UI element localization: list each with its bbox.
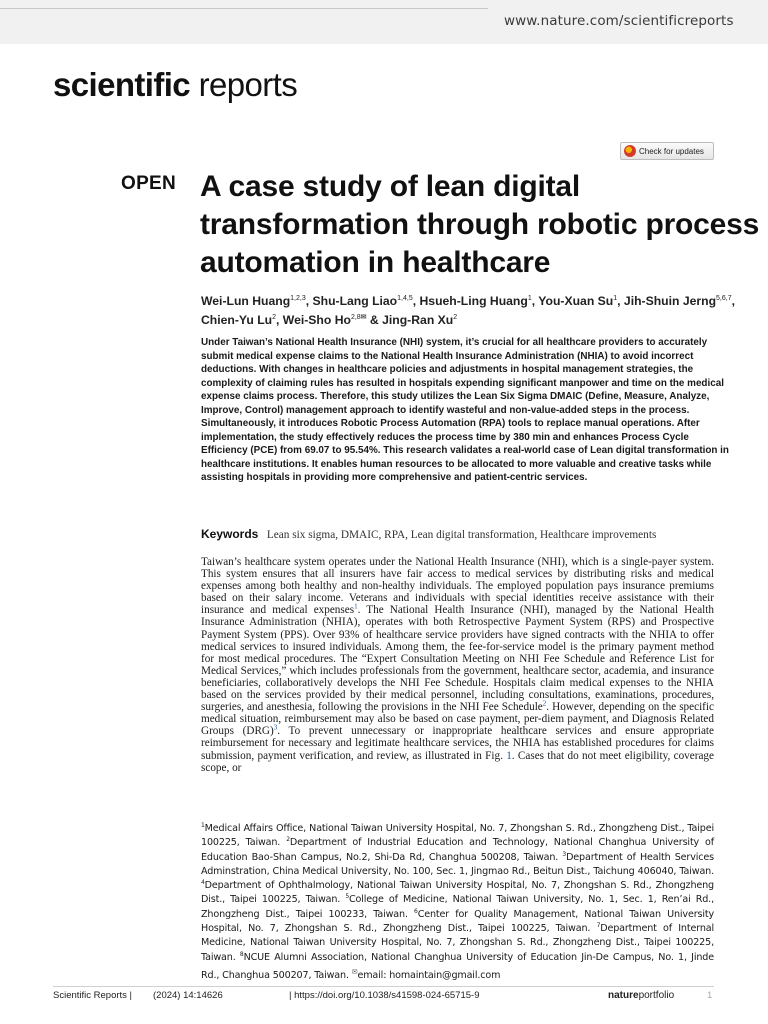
email-label: email:: [357, 970, 390, 982]
author-name[interactable]: Wei-Lun Huang: [201, 294, 291, 309]
journal-url[interactable]: www.nature.com/scientificreports: [504, 13, 734, 29]
affiliation-number: 3: [562, 850, 567, 858]
envelope-icon: ✉: [351, 967, 358, 976]
body-text-segment: . However, depending on the specific medical situation, reimbursement may also be based on case payment, per-diem payment, and Diagnosis Related Groups (DRG): [201, 701, 714, 738]
envelope-icon[interactable]: ✉: [360, 313, 367, 321]
affiliation-ref: 2: [272, 313, 276, 321]
affiliation-ref: 1: [613, 295, 618, 302]
author-list: Wei-Lun Huang$^{1,2,3}$, Shu-Lang Liao$^{1,4,5}$, Hsueh-Ling Huang$^1$, You-Xuan Su$^1$, Jih-Shuin Jerng$^{5,6,7}$, Chien-Yu Lu$^2$, Wei-Sho $Ho^{2,8✉}$ & Jing-Ran Xu$^2$: [201, 294, 735, 327]
affiliation-number: 1: [201, 821, 205, 829]
affiliation-text: Medical Affairs Office, National Taiwan University Hospital, No. 7, Zhongshan S. Rd., Zhongzheng Dist., Taipei 100225, Taiwan.: [201, 823, 714, 849]
publisher-logo-bold: nature: [608, 990, 639, 1001]
affiliation-ref: 1,4,5: [397, 295, 413, 302]
affiliation-number: 5: [345, 893, 349, 901]
check-updates-icon: [624, 145, 636, 157]
journal-logo-light: reports: [190, 66, 298, 103]
journal-logo-bold: scientific: [53, 66, 191, 103]
abstract: Under Taiwan’s National Health Insurance (NHI) system, it’s crucial for all healthcare providers to accurately submit medical expense claims to the National Health Insurance Administration (NHIA) to avoid incorrect deductions. With changes in healthcare policies and adjustments in hospital management strategies, the complexity of claiming rules has resulted in hospitals expending significant manpower and time on the medical expense claims process. Therefore, this study utilizes the Lean Six Sigma DMAIC (Define, Measure, Analyze, Improve, Control) management approach to identify wasteful and non-value-added steps in the process. Simultaneously, it introduces Robotic Process Automation (RPA) tools to replace manual operations. After implementation, the study effectively reduces the process time by 380 min and enhances Process Cycle Efficiency (PCE) from 69.07 to 95.54%. This research validates a real-world case of Lean digital transformation in healthcare institutions. It enables human resources to be allocated to more valuable and creative tasks while assisting hospitals in providing more comprehensive and patient-centric services.: [201, 337, 729, 484]
affiliation-ref: 2: [453, 313, 458, 321]
affiliation-number: 4: [201, 879, 205, 886]
top-rule: [0, 8, 488, 9]
figure-link[interactable]: 1: [506, 749, 512, 762]
affiliation-ref: 2,8: [350, 313, 361, 321]
author-conjunction: &: [366, 312, 383, 327]
corresponding-email[interactable]: homaintain@gmail.com: [389, 970, 501, 982]
footer-volume: (2024) 14:14626: [153, 990, 223, 1001]
journal-logo[interactable]: [53, 66, 297, 104]
author-name[interactable]: Jih-Shuin Jerng: [623, 294, 717, 309]
affiliation-number: 2: [286, 836, 290, 844]
affiliation-text: Department of Internal Medicine, National Taiwan University Hospital, No. 7, Zhongshan S. Rd., Zhongzheng Dist., Taipei 100225, Taiwan.: [201, 923, 714, 963]
body-paragraph: [201, 556, 714, 774]
affiliation-ref: 1,2,3: [290, 295, 306, 302]
body-text-segment: . Cases that do not meet eligibility, coverage scope, or: [201, 749, 714, 774]
top-banner: [0, 0, 768, 44]
article-title: A case study of lean digital transformation through robotic process automation in healthcare: [200, 170, 760, 279]
author-name[interactable]: Wei-Sho Ho: [282, 312, 351, 327]
affiliation-text: Department of Ophthalmology, National Taiwan University Hospital, No. 7, Zhongshan S. Rd., Zhongzheng Dist., Taipei 100225, Taiwan.: [201, 880, 714, 906]
check-for-updates-button[interactable]: [620, 142, 714, 160]
affiliation-number: 7: [596, 921, 601, 929]
publisher-logo-light: portfolio: [638, 990, 675, 1001]
citation-link[interactable]: 2: [542, 699, 547, 708]
page-number: 1: [707, 990, 713, 1001]
author-name[interactable]: Hsueh-Ling Huang: [419, 294, 528, 309]
keywords-list: Lean six sigma, DMAIC, RPA, Lean digital transformation, Healthcare improvements: [266, 529, 657, 541]
affiliation-text: Department of Industrial Education and Technology, National Changhua University of Education Bao-Shan Campus, No.2, Shi-Da Rd, Changhua 500208, Taiwan.: [201, 837, 715, 863]
affiliation-ref: 5,6,7: [716, 295, 732, 302]
author-name[interactable]: Shu-Lang Liao: [312, 294, 398, 309]
open-access-label: OPEN: [121, 173, 177, 194]
affiliation-text: Center for Quality Management, National Taiwan University Hospital, No. 7, Zhongshan S. Rd., Zhongzheng Dist., Taipei 100225, Taiwan.: [201, 908, 714, 935]
body-text-segment: . To prevent unnecessary or inappropriate healthcare services and ensure appropriate reimbursement for necessary and legitimate healthcare services, the NHIA has established procedures for claims submission, payment verification, and review, as illustrated in Fig.: [201, 725, 714, 762]
author-name[interactable]: Chien-Yu Lu: [201, 312, 273, 327]
author-name[interactable]: Jing-Ran Xu: [382, 312, 454, 327]
affiliation-ref: 1: [527, 295, 532, 302]
citation-link[interactable]: 3: [273, 723, 278, 732]
footer-rule: [53, 986, 714, 987]
affiliation-text: College of Medicine, National Taiwan University, No. 1, Sec. 1, Ren’ai Rd., Zhongzheng Dist., Taipei 100233, Taiwan.: [201, 894, 714, 920]
body-text-segment: Taiwan’s healthcare system operates under the National Health Insurance (NHI), which is a single-payer system. This system ensures that all insurers have fair access to medical services by distributing risks and medical expenses among both healthy and non-healthy individuals. The employed population pays insurance premiums based on their salary income. Veterans and individuals with special identities receive assistance with their insurance and medical expenses: [201, 556, 714, 617]
footer-journal: Scientific Reports |: [53, 990, 133, 1001]
affiliation-text: NCUE Alumni Association, National Changhua University of Education Jin-De Campus, No. 1, Jinde Rd., Changhua 500207, Taiwan.: [201, 951, 714, 982]
publisher-logo: [608, 990, 674, 1001]
footer-doi-link[interactable]: | https://doi.org/10.1038/s41598-024-65715-9: [289, 990, 480, 1001]
affiliation-number: 8: [239, 950, 244, 958]
keywords-label: Keywords: [201, 527, 259, 541]
keywords-section: [201, 525, 741, 543]
affiliation-number: 6: [414, 907, 418, 915]
author-name[interactable]: You-Xuan Su: [538, 294, 614, 309]
check-updates-label: Check for updates: [639, 146, 704, 156]
body-text-segment: . The National Health Insurance (NHI), managed by the National Health Insurance Administration (NHIA), operates with both Retrospective Payment System (RPS) and Prospective Payment System (PPS). Over 93% of healthcare service providers have signed contracts with the NHIA to offer medical services to insured individuals. Among them, the fee-for-service model is the primary payment method for most medical procedures. The “Expert Consultation Meeting on NHI Fee Schedule and Reference List for Medical Services,” which includes professionals from the government, healthcare sector, academia, and insurance beneficiaries, collaboratively develops the NHI Fee Schedule. Hospitals claim medical expenses to the NHIA based on the services provided by their medical personnel, including consultations, examinations, procedures, surgeries, and anesthesia, following the provisions in the NHI Fee Schedule: [201, 604, 714, 714]
affiliations: [201, 822, 714, 983]
affiliation-text: Department of Health Services Adminstration, China Medical University, No. 100, Sec. 1, Jingmao Rd., Beitun Dist., Taichung 406040, Taiwan.: [201, 851, 714, 877]
citation-link[interactable]: 1: [354, 602, 358, 611]
